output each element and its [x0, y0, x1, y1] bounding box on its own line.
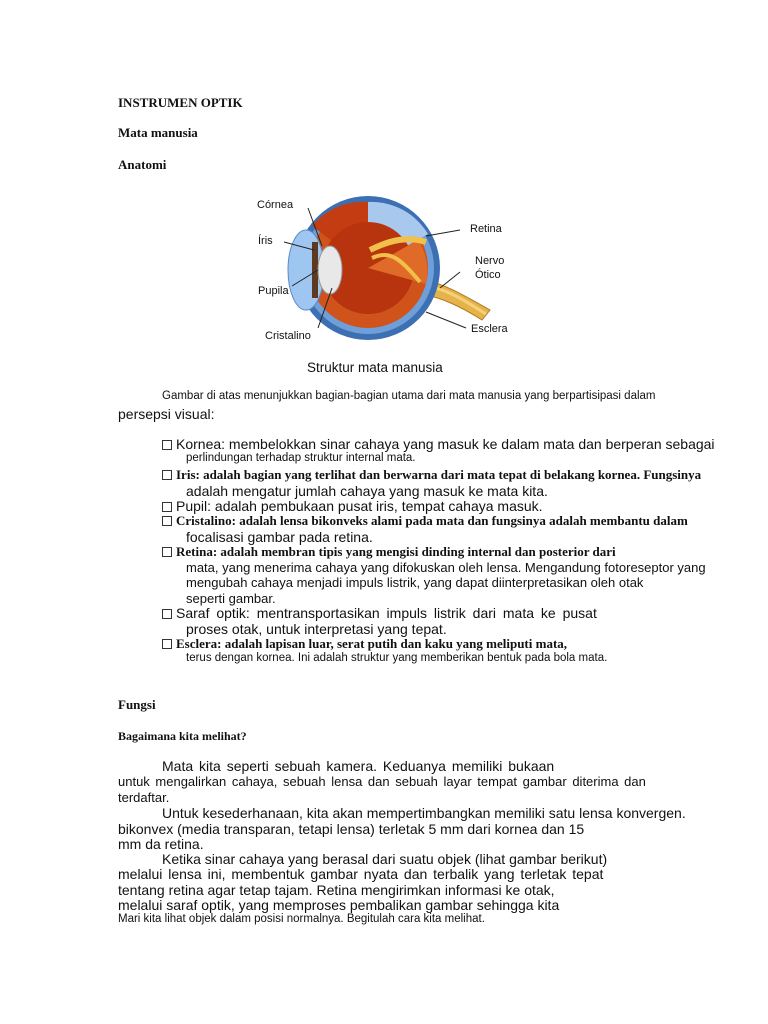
list-item-kornea-cont: perlindungan terhadap struktur internal mata.	[186, 452, 416, 464]
intro-line-2: persepsi visual:	[118, 406, 215, 422]
para-line-2: untuk mengalirkan cahaya, sebuah lensa dan sebuah layar tempat gambar diterima dan	[118, 774, 646, 789]
section-heading-anatomi: Anatomi	[118, 157, 167, 172]
para-line-10: melalui saraf optik, yang memproses pembalikan gambar sehingga kita	[118, 897, 560, 913]
list-item-pupil: Pupil: adalah pembukaan pusat iris, tempat cahaya masuk.	[162, 498, 543, 514]
section-heading-fungsi: Fungsi	[118, 697, 156, 712]
bullet-box-icon	[162, 609, 172, 619]
intro-line-1: Gambar di atas menunjukkan bagian-bagian utama dari mata manusia yang berpartisipasi dalam	[162, 390, 656, 402]
label-nervo: Nervo	[475, 255, 505, 267]
list-item-iris-cont: adalah mengatur jumlah cahaya yang masuk ke mata kita.	[186, 483, 548, 499]
label-cornea: Córnea	[257, 199, 294, 211]
figure-caption: Struktur mata manusia	[307, 360, 443, 375]
list-item-saraf-cont: proses otak, untuk interpretasi yang tepat.	[186, 621, 447, 637]
bullet-box-icon	[162, 470, 172, 480]
list-item-cristalino: Cristalino: adalah lensa bikonveks alami pada mata dan fungsinya adalah membantu dalam	[162, 513, 688, 529]
para-line-7: Ketika sinar cahaya yang berasal dari suatu objek (lihat gambar berikut)	[162, 851, 608, 867]
label-iris: Íris	[258, 235, 273, 247]
list-item-iris: Iris: adalah bagian yang terlihat dan berwarna dari mata tepat di belakang kornea. Fungsinya	[162, 467, 701, 483]
list-item-retina-cont-1: mata, yang menerima cahaya yang difokuskan oleh lensa. Mengandung fotoreseptor yang	[186, 560, 706, 575]
list-item-saraf: Saraf optik: mentransportasikan impuls listrik dari mata ke pusat	[162, 605, 598, 621]
label-otico: Ótico	[475, 269, 501, 281]
list-item-retina-cont-2: mengubah cahaya menjadi impuls listrik, yang dapat diinterpretasikan oleh otak	[186, 575, 644, 590]
list-item-kornea: Kornea: membelokkan sinar cahaya yang masuk ke dalam mata dan berperan sebagai	[162, 436, 715, 452]
list-item-esclera-cont: terus dengan kornea. Ini adalah struktur yang memberikan bentuk pada bola mata.	[186, 652, 608, 664]
bullet-box-icon	[162, 639, 172, 649]
bullet-box-icon	[162, 547, 172, 557]
para-line-4: Untuk kesederhanaan, kita akan mempertimbangkan memiliki satu lensa konvergen.	[162, 805, 686, 821]
label-retina: Retina	[470, 223, 502, 235]
section-heading-bagaimana: Bagaimana kita melihat?	[118, 729, 247, 743]
bullet-box-icon	[162, 516, 172, 526]
para-line-3: terdaftar.	[118, 790, 170, 805]
page-title: INSTRUMEN OPTIK	[118, 95, 243, 110]
list-item-retina-cont-3: seperti gambar.	[186, 591, 276, 606]
para-line-5: bikonvex (media transparan, tetapi lensa) terletak 5 mm dari kornea dan 15	[118, 821, 585, 837]
label-cristalino: Cristalino	[265, 330, 311, 342]
para-line-1: Mata kita seperti sebuah kamera. Keduanya memiliki bukaan	[162, 758, 555, 774]
list-item-cristalino-cont: focalisasi gambar pada retina.	[186, 529, 373, 545]
para-line-8: melalui lensa ini, membentuk gambar nyata dan terbalik yang terletak tepat	[118, 866, 604, 882]
para-line-9: tentang retina agar tetap tajam. Retina mengirimkan informasi ke otak,	[118, 882, 555, 898]
bullet-box-icon	[162, 502, 172, 512]
para-line-11: Mari kita lihat objek dalam posisi normalnya. Begitulah cara kita melihat.	[118, 913, 485, 925]
label-esclera: Esclera	[471, 323, 508, 335]
section-heading-mata: Mata manusia	[118, 125, 198, 140]
para-line-6: mm da retina.	[118, 836, 204, 852]
label-pupila: Pupila	[258, 285, 289, 297]
bullet-box-icon	[162, 440, 172, 450]
list-item-esclera: Esclera: adalah lapisan luar, serat putih dan kaku yang meliputi mata,	[162, 636, 567, 652]
list-item-retina: Retina: adalah membran tipis yang mengisi dinding internal dan posterior dari	[162, 544, 616, 560]
